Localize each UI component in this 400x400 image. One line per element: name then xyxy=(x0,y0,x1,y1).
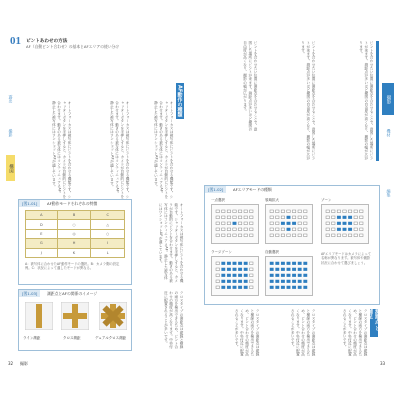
af-point xyxy=(287,274,290,277)
af-point xyxy=(222,286,225,289)
af-point xyxy=(216,274,219,277)
af-point xyxy=(233,280,236,283)
af-point xyxy=(233,268,236,271)
side-tab-equipment[interactable] xyxy=(384,123,393,143)
af-point xyxy=(304,262,307,265)
side-tab-edit[interactable] xyxy=(384,183,393,203)
column-heading xyxy=(367,309,380,337)
af-point xyxy=(304,274,307,277)
af-point xyxy=(281,222,284,225)
af-point xyxy=(343,234,346,237)
af-grid-large-zone xyxy=(211,256,259,296)
af-point xyxy=(222,234,225,237)
table-row xyxy=(26,248,125,257)
af-point xyxy=(348,216,351,219)
table-row xyxy=(26,239,125,248)
table-row xyxy=(26,211,125,220)
af-point xyxy=(298,222,301,225)
af-point xyxy=(233,228,236,231)
af-point xyxy=(250,286,253,289)
af-point xyxy=(276,268,279,271)
af-point xyxy=(281,234,284,237)
af-point xyxy=(298,286,301,289)
table-cell: I xyxy=(91,239,125,248)
af-point xyxy=(216,280,219,283)
af-point xyxy=(270,228,273,231)
af-grid-zone xyxy=(321,204,369,244)
af-point xyxy=(354,210,357,213)
af-point xyxy=(326,222,329,225)
af-point xyxy=(233,222,236,225)
page-footer-label: 撮影 xyxy=(20,361,28,366)
af-point xyxy=(227,234,230,237)
table-cell: △ xyxy=(91,220,125,229)
af-point xyxy=(238,280,241,283)
figure-label: [図1-01] xyxy=(19,200,40,207)
af-point xyxy=(332,216,335,219)
af-point xyxy=(227,286,230,289)
figure-sensor-types xyxy=(18,289,132,351)
page-title: ピントあわせの方法 xyxy=(26,39,68,44)
af-point xyxy=(360,222,363,225)
af-point xyxy=(281,216,284,219)
af-point xyxy=(304,234,307,237)
side-tab-exposure[interactable] xyxy=(6,91,15,107)
book-spread xyxy=(6,33,394,369)
af-point xyxy=(304,222,307,225)
af-point xyxy=(298,234,301,237)
af-point xyxy=(304,210,307,213)
af-point xyxy=(238,274,241,277)
section-heading xyxy=(176,83,184,119)
af-point xyxy=(238,216,241,219)
af-point xyxy=(287,210,290,213)
af-point xyxy=(354,234,357,237)
af-point xyxy=(216,222,219,225)
side-tab-label: 露出 xyxy=(8,95,14,103)
af-point xyxy=(337,228,340,231)
af-point xyxy=(238,228,241,231)
table-cell: C xyxy=(91,211,125,220)
af-point xyxy=(244,274,247,277)
af-point xyxy=(348,228,351,231)
af-point xyxy=(304,216,307,219)
figure-af-area-modes xyxy=(204,185,380,305)
af-point xyxy=(287,286,290,289)
body-text-mid: オートフォーカスは被写体にピントを合わせる機能です。シャッターボタンを半押しすると、カメラが自動的にピントを合わせます。動きのある被写体にはコンティニュアスAF、静止した被写体にはワンショットAFが適しています。 xyxy=(110,101,130,199)
af-point xyxy=(222,262,225,265)
right-page xyxy=(200,33,394,369)
af-point xyxy=(292,274,295,277)
af-point xyxy=(304,228,307,231)
af-point xyxy=(348,234,351,237)
af-point xyxy=(298,274,301,277)
af-point xyxy=(287,268,290,271)
af-point xyxy=(222,216,225,219)
right-bottom-text-2: クロスタイプの測距点は縦線と横線の両方を検出できるため、ピント合わせの精度が高くなります。中央付近に配置されることが多いです。 xyxy=(291,309,316,356)
af-point xyxy=(292,280,295,283)
af-point xyxy=(276,262,279,265)
right-body-text-2: ピントを合わせたい位置に測距点を合わせることで、意図した場所にピントが来ます。測距点が多いほど構図の自由度が高くなり、撮影の幅が広がります。 xyxy=(301,41,316,160)
section-heading-text: AF動作の種類 xyxy=(176,84,183,118)
af-point xyxy=(326,216,329,219)
af-point xyxy=(250,228,253,231)
af-point xyxy=(233,210,236,213)
af-point xyxy=(332,228,335,231)
af-point xyxy=(298,280,301,283)
af-point xyxy=(244,268,247,271)
page-number-left: 32 xyxy=(8,361,14,366)
af-point xyxy=(287,222,290,225)
af-point xyxy=(276,280,279,283)
table-cell: B xyxy=(57,211,91,220)
column-heading-text: 測距点 と 補足 xyxy=(367,309,380,331)
af-point xyxy=(276,228,279,231)
table-cell: G xyxy=(26,239,58,248)
side-tab-composition[interactable] xyxy=(6,155,15,181)
accent-bar xyxy=(376,41,379,161)
af-point xyxy=(222,228,225,231)
table-cell: ◎ xyxy=(57,229,91,238)
af-point xyxy=(250,222,253,225)
af-point xyxy=(250,210,253,213)
chapter-tab-label: 撮影 xyxy=(386,94,391,104)
af-point xyxy=(222,210,225,213)
af-point xyxy=(233,286,236,289)
af-point xyxy=(332,234,335,237)
af-point xyxy=(244,234,247,237)
af-point xyxy=(292,262,295,265)
sensor-label-line: ライン測距 xyxy=(23,336,41,340)
af-grid-single xyxy=(211,204,259,244)
af-point xyxy=(222,222,225,225)
af-point xyxy=(244,222,247,225)
af-point xyxy=(281,268,284,271)
af-point xyxy=(227,280,230,283)
af-point xyxy=(360,216,363,219)
af-point xyxy=(287,228,290,231)
af-grid-auto xyxy=(265,256,313,296)
af-point xyxy=(276,216,279,219)
table-row xyxy=(26,220,125,229)
af-point xyxy=(250,216,253,219)
af-point xyxy=(250,280,253,283)
sensor-label-cross: クロス測距 xyxy=(63,336,81,340)
mode-label-large-zone: ラージゾーン xyxy=(211,250,232,254)
af-point xyxy=(250,268,253,271)
af-point xyxy=(354,222,357,225)
af-point xyxy=(244,280,247,283)
mode-label-auto: 自動選択 xyxy=(265,250,279,254)
af-point xyxy=(276,286,279,289)
af-point xyxy=(292,216,295,219)
table-cell: J xyxy=(26,248,58,257)
af-point xyxy=(348,210,351,213)
side-tab-label: 編集 xyxy=(386,189,392,197)
af-point xyxy=(332,222,335,225)
af-point xyxy=(233,274,236,277)
page-subtitle: AF（自動ピント合わせ）の基本とAFエリアの使い分け xyxy=(26,44,120,49)
af-point xyxy=(270,286,273,289)
af-point xyxy=(281,262,284,265)
af-point xyxy=(227,210,230,213)
body-text-left: オートフォーカスは被写体にピントを合わせる機能です。シャッターボタンを半押しすると、カメラが自動的にピントを合わせます。動きのある被写体にはコンティニュアスAF、静止した被写体にはワンショットAFが適しています。 xyxy=(52,101,72,199)
af-point xyxy=(343,228,346,231)
af-point xyxy=(250,262,253,265)
chapter-number: 01 xyxy=(10,35,21,47)
af-point xyxy=(250,274,253,277)
af-point xyxy=(216,216,219,219)
figure-title: AF動作モードそれぞれの特徴 xyxy=(47,200,98,206)
af-point xyxy=(281,274,284,277)
table-row xyxy=(26,229,125,238)
chapter-tab-shooting[interactable] xyxy=(382,83,394,115)
table-cell: A xyxy=(26,211,58,220)
figure-title: 測距点とAFの関係のイメージ xyxy=(47,290,98,296)
af-point xyxy=(343,222,346,225)
af-point xyxy=(348,222,351,225)
table-cell: ○ xyxy=(91,229,125,238)
af-point xyxy=(216,228,219,231)
af-point xyxy=(281,210,284,213)
af-point xyxy=(227,268,230,271)
af-point xyxy=(287,280,290,283)
af-point xyxy=(227,228,230,231)
af-point xyxy=(287,262,290,265)
af-point xyxy=(244,216,247,219)
af-point xyxy=(270,280,273,283)
af-point xyxy=(360,210,363,213)
dual-cross-sensor-icon xyxy=(99,302,127,330)
af-point xyxy=(360,234,363,237)
af-point xyxy=(216,286,219,289)
body-text-right: オートフォーカスは被写体にピントを合わせる機能です。シャッターボタンを半押しすると、カメラが自動的にピントを合わせます。動きのある被写体にはコンティニュアスAF、静止した被写体にはワンショットAFが適しています。 xyxy=(154,101,174,199)
af-point xyxy=(281,286,284,289)
af-point xyxy=(222,268,225,271)
side-tab-label: 構図 xyxy=(8,163,14,173)
af-point xyxy=(276,210,279,213)
right-body-text-3: ピントを合わせたい位置に測距点を合わせることで、意図した場所にピントが来ます。測距点が多いほど構図の自由度が高くなり、撮影の幅が広がります。 xyxy=(243,41,258,131)
af-point xyxy=(281,228,284,231)
af-point xyxy=(298,228,301,231)
right-body-text-1: ピントを合わせたい位置に測距点を合わせることで、意図した場所にピントが来ます。測距点が多いほど構図の自由度が高くなり、撮影の幅が広がります。 xyxy=(359,41,374,160)
table-cell: D xyxy=(26,220,58,229)
af-point xyxy=(244,228,247,231)
mode-label-zone: ゾーン xyxy=(321,198,332,202)
mode-label-expand: 領域拡大 xyxy=(265,198,279,202)
side-tab-label: 撮影 xyxy=(8,129,14,137)
figure-af-modes xyxy=(18,199,132,285)
af-point xyxy=(216,234,219,237)
af-point xyxy=(244,286,247,289)
af-point xyxy=(238,286,241,289)
af-point xyxy=(337,216,340,219)
figure-label: [図1-03] xyxy=(19,290,40,297)
af-point xyxy=(238,234,241,237)
af-point xyxy=(233,262,236,265)
af-point xyxy=(227,222,230,225)
af-point xyxy=(298,216,301,219)
side-tab-label: 機材 xyxy=(386,129,392,137)
af-point xyxy=(354,216,357,219)
right-bottom-text-1: クロスタイプの測距点は縦線と横線の両方を検出できるため、ピント合わせの精度が高くなります。中央付近に配置されることが多いです。 xyxy=(343,309,368,356)
af-point xyxy=(326,234,329,237)
af-grid-expand xyxy=(265,204,313,244)
af-point xyxy=(233,234,236,237)
af-point xyxy=(270,274,273,277)
af-point xyxy=(326,210,329,213)
mode-label-single: 一点選択 xyxy=(211,198,225,202)
figure-caption: A：被写体に合わせたAF動作モードの選択。B：カメラ側の設定例。C：状況によって適したモードが異なる。 xyxy=(25,262,120,271)
figure-label: [図1-02] xyxy=(205,186,226,193)
af-point xyxy=(292,222,295,225)
af-point xyxy=(270,210,273,213)
table-cell: ○ xyxy=(57,220,91,229)
mode-caption: AFエリアモードはカメラによって名称が異なります。被写体や撮影状況に合わせて選びましょう。 xyxy=(321,252,372,265)
side-tab-shooting[interactable] xyxy=(6,125,15,141)
af-point xyxy=(292,228,295,231)
table-cell: L xyxy=(91,248,125,257)
af-point xyxy=(222,280,225,283)
af-point xyxy=(343,210,346,213)
af-point xyxy=(270,268,273,271)
af-point xyxy=(227,262,230,265)
table-cell: K xyxy=(57,248,91,257)
line-sensor-icon xyxy=(25,302,53,330)
af-point xyxy=(292,268,295,271)
af-point xyxy=(238,210,241,213)
af-point xyxy=(298,262,301,265)
af-point xyxy=(287,234,290,237)
af-point xyxy=(270,234,273,237)
af-point xyxy=(337,234,340,237)
af-point xyxy=(287,216,290,219)
af-point xyxy=(360,228,363,231)
af-point xyxy=(233,216,236,219)
af-point xyxy=(304,268,307,271)
af-point xyxy=(304,286,307,289)
af-point xyxy=(227,274,230,277)
sensor-label-dual-cross: デュアルクロス測距 xyxy=(95,336,127,340)
body-text-fig-side: オートフォーカスは被写体にピントを合わせる機能です。シャッターボタンを半押しすると、カメラが自動的にピントを合わせます。動きのある被写体にはコンティニュアスAF、静止した被写体にはワンショットAFが適しています。 xyxy=(159,203,184,283)
af-point xyxy=(343,216,346,219)
af-point xyxy=(238,222,241,225)
page-number-right: 33 xyxy=(380,361,386,366)
af-point xyxy=(238,262,241,265)
af-point xyxy=(270,222,273,225)
af-point xyxy=(337,210,340,213)
af-point xyxy=(332,210,335,213)
af-point xyxy=(337,222,340,225)
figure-title: AFエリアモードの種類 xyxy=(233,186,272,192)
body-text-bottom: クロスタイプの測距点は縦線と横線の両方を検出できるため、ピント合わせの精度が高くなります。中央付近に配置されることが多いです。 xyxy=(164,291,184,349)
af-point xyxy=(292,210,295,213)
af-point xyxy=(216,262,219,265)
af-point xyxy=(216,210,219,213)
af-point xyxy=(354,228,357,231)
left-page xyxy=(6,33,201,369)
af-point xyxy=(222,274,225,277)
af-point xyxy=(276,274,279,277)
af-point xyxy=(281,280,284,283)
af-point xyxy=(227,216,230,219)
af-point xyxy=(250,234,253,237)
af-point xyxy=(292,286,295,289)
af-point xyxy=(304,280,307,283)
af-point xyxy=(216,268,219,271)
table-cell: E xyxy=(26,229,58,238)
af-point xyxy=(270,262,273,265)
right-bottom-text-3: クロスタイプの測距点は縦線と横線の両方を検出できるため、ピント合わせの精度が高くなります。中央付近に配置されることが多いです。 xyxy=(235,309,260,356)
af-point xyxy=(270,216,273,219)
af-mode-table xyxy=(25,210,125,258)
af-point xyxy=(276,234,279,237)
table-cell: H xyxy=(57,239,91,248)
cross-sensor-icon xyxy=(61,302,89,330)
af-point xyxy=(244,262,247,265)
af-point xyxy=(238,268,241,271)
af-point xyxy=(292,234,295,237)
af-point xyxy=(326,228,329,231)
af-point xyxy=(298,210,301,213)
af-point xyxy=(276,222,279,225)
af-point xyxy=(298,268,301,271)
af-point xyxy=(244,210,247,213)
